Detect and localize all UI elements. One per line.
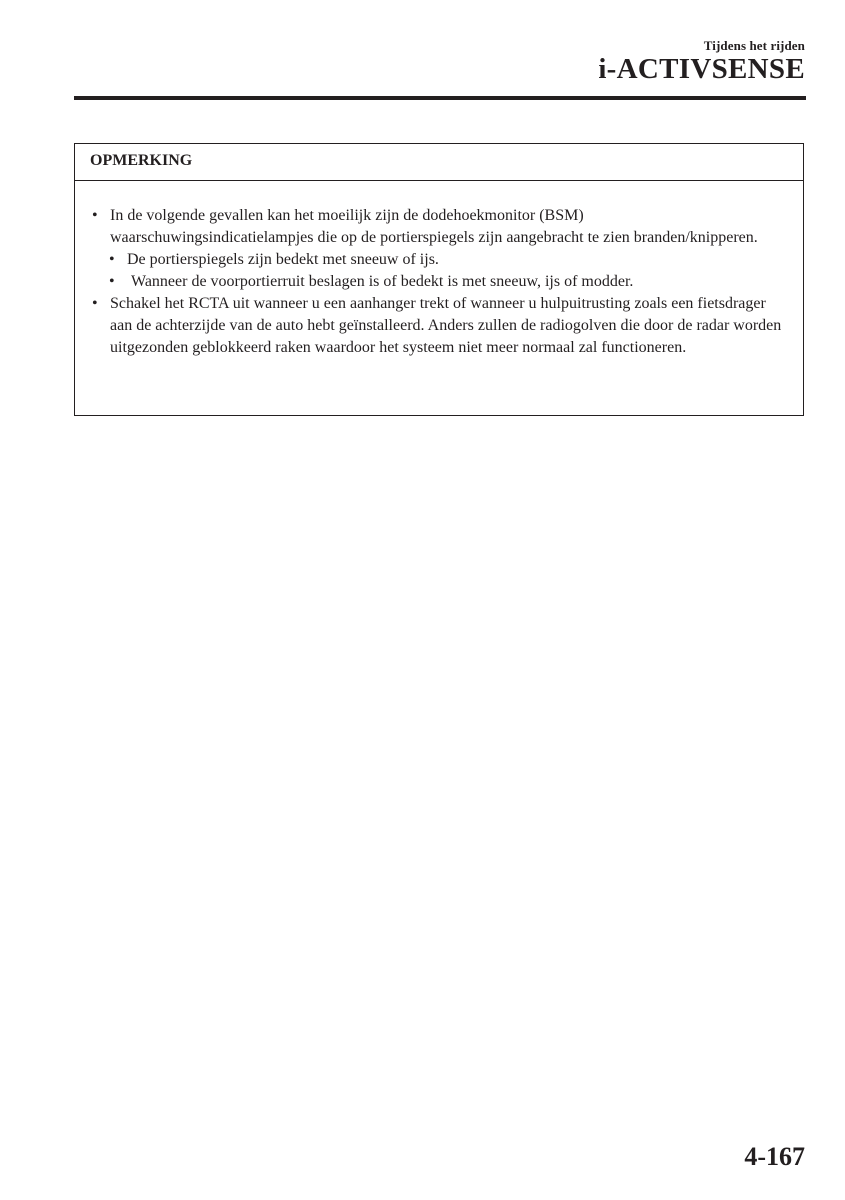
bullet-icon: • — [109, 251, 115, 268]
note-item — [75, 293, 803, 359]
note-body — [75, 181, 803, 359]
page-title: i-ACTIVSENSE — [598, 53, 805, 85]
header-divider — [74, 96, 806, 100]
note-item — [75, 205, 803, 249]
bullet-icon: • — [92, 207, 98, 224]
note-subitem — [75, 249, 803, 271]
note-subitem-text: Wanneer de voorportierruit beslagen is of bedekt is met sneeuw, ijs of modder. — [131, 273, 634, 290]
note-heading: OPMERKING — [75, 144, 803, 181]
page-number: 4-167 — [744, 1142, 805, 1171]
note-item-text: In de volgende gevallen kan het moeilijk zijn de dodehoekmonitor (BSM) waarschuwingsindicatielampjes die op de portierspiegels zijn aangebracht te zien branden/knipperen. — [110, 207, 758, 246]
section-title: Tijdens het rijden — [703, 38, 805, 53]
note-subitem-text: De portierspiegels zijn bedekt met sneeuw of ijs. — [127, 251, 439, 268]
bullet-icon: • — [109, 273, 115, 290]
bullet-icon: • — [92, 295, 98, 312]
note-item-text: Schakel het RCTA uit wanneer u een aanhanger trekt of wanneer u hulpuitrusting zoals een fietsdrager aan de achterzijde van de auto hebt geïnstalleerd. Anders zullen de radiogolven die door de radar worden uitgezonden geblokkeerd raken waardoor het systeem niet meer normaal zal functioneren. — [110, 295, 782, 356]
note-subitem — [75, 271, 803, 293]
note-box — [74, 143, 804, 416]
